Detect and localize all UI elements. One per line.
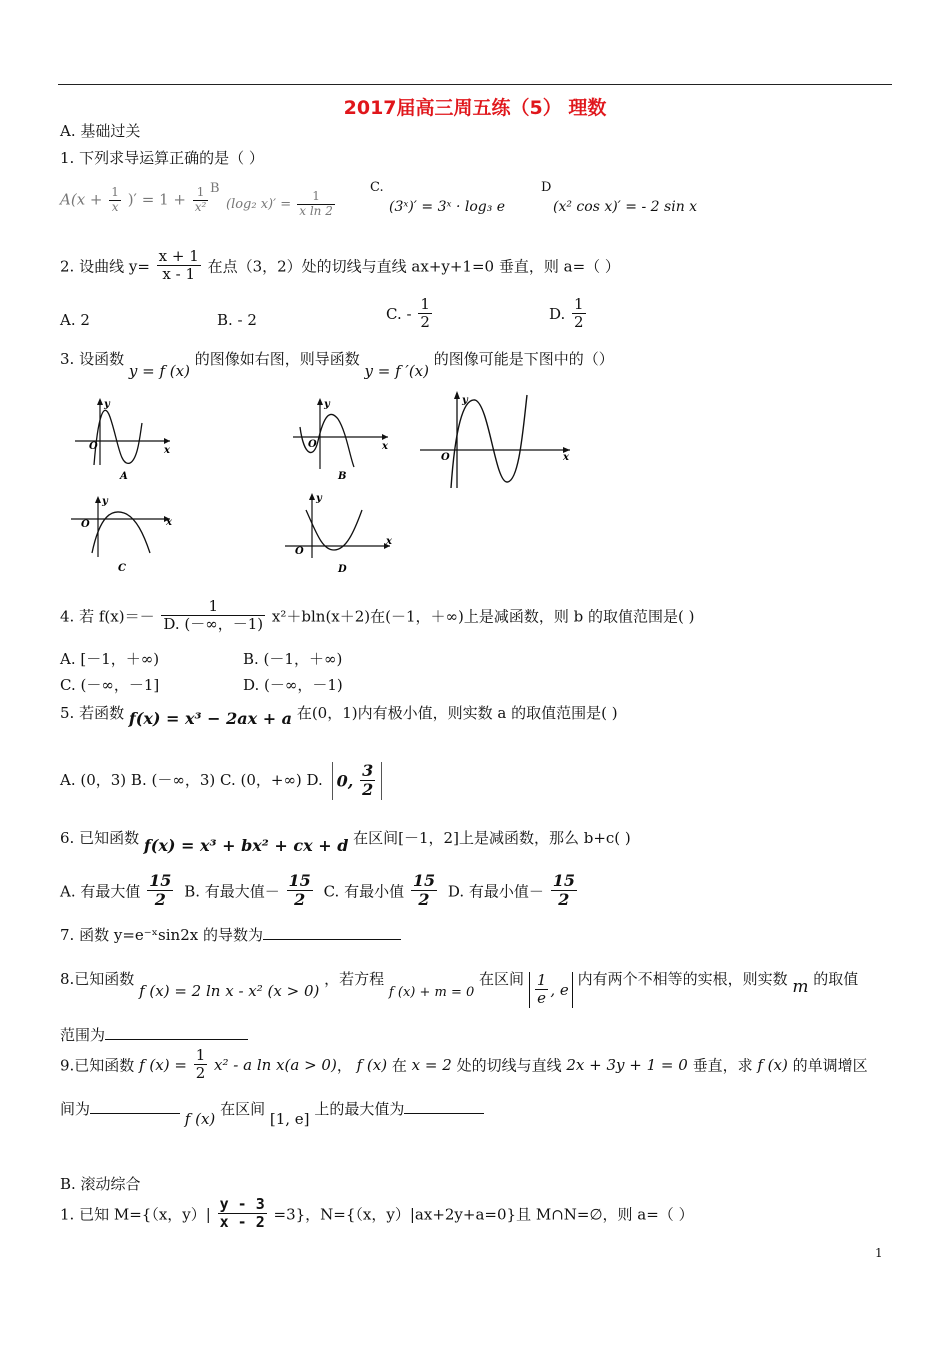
q9-blank-1 xyxy=(90,1098,180,1114)
q4-option-d: D. (－∞，－1) xyxy=(243,676,343,694)
reference-graph-x-label: x xyxy=(563,452,569,463)
q6-option-c: C. 有最小值 xyxy=(323,882,405,901)
graph-d-y-label: y xyxy=(316,493,322,504)
q1-stem: 1. 下列求导运算正确的是（ ） xyxy=(60,149,264,167)
graph-b-y-label: y xyxy=(324,399,330,410)
q2-option-a: A. 2 xyxy=(60,311,90,329)
q4-option-b: B. (－1，＋∞) xyxy=(243,650,343,668)
graph-c-origin: O xyxy=(81,519,90,530)
graph-a-origin: O xyxy=(89,441,98,452)
q6-stem: 6. 已知函数 f(x) = x³ + bx² + cx + d 在区间[－1，2]上是减函数，那么 b+c( ) xyxy=(60,829,631,855)
graph-b-label: B xyxy=(338,471,347,482)
q2-stem: 2. 设曲线 y= $\frac{x + 1}{x - 1}$ 在点（3，2）处的切线与直线 ax+y+1=0 垂直，则 a=（ ） xyxy=(60,247,620,284)
reference-graph-origin: O xyxy=(441,452,450,463)
graph-b xyxy=(288,397,398,487)
q4-option-a: A. [－1，＋∞) xyxy=(60,650,160,668)
q6-option-a: A. 有最大值 xyxy=(60,882,141,901)
q1-option-d-label: D xyxy=(541,180,552,195)
reference-graph xyxy=(415,390,575,490)
graph-a xyxy=(70,395,180,485)
q6-option-d: D. 有最小值－ xyxy=(447,882,544,901)
q5-stem: 5. 若函数 f(x) = x³ − 2ax + a 在(0，1)内有极小值，则实数 a 的取值范围是( ) xyxy=(60,704,618,728)
q9-blank-2 xyxy=(404,1098,484,1114)
graph-a-x-label: x xyxy=(164,445,170,456)
graph-a-y-label: y xyxy=(104,399,110,410)
reference-graph-y-label: y xyxy=(462,395,468,406)
q7-answer-blank xyxy=(263,924,401,940)
graph-d-x-label: x xyxy=(386,536,392,547)
page-title: 2017届高三周五练（5） 理数 xyxy=(343,97,607,119)
q4-stem: 4. 若 f(x)＝－ $\frac{1}{D. (-\infty,-1)}$ x²＋bln(x＋2)在(－1，＋∞)上是减函数，则 b 的取值范围是( ) xyxy=(60,597,695,634)
graph-c-x-label: x xyxy=(166,517,172,528)
graph-d-origin: O xyxy=(295,546,304,557)
q2-option-b: B. - 2 xyxy=(217,311,257,329)
section-b-heading: B. 滚动综合 xyxy=(60,1175,141,1193)
section-a-heading: A. 基础过关 xyxy=(60,122,141,140)
b1-stem: 1. 已知 M={（x，y）| $\frac{y - 3}{x - 2}$ =3}，N={（x，y）|ax+2y+a=0}且 M∩N=∅，则 a=（ ） xyxy=(60,1195,694,1232)
q2-option-c: C. - $\frac{1}{2}$ xyxy=(386,295,430,332)
q1-option-b-label: B xyxy=(210,181,220,196)
q3-stem: 3. 设函数 y = f (x) 的图像如右图，则导函数 y = f ′(x) 的图像可能是下图中的（） xyxy=(60,350,614,380)
graph-b-origin: O xyxy=(308,439,317,450)
graph-c xyxy=(68,495,183,575)
q6-option-b: B. 有最大值－ xyxy=(184,882,280,901)
graph-d-label: D xyxy=(338,564,347,575)
q1-option-b: (log₂ x)′ = $\frac{1}{\text{x ln 2}}$ xyxy=(226,189,333,218)
q5-options: A. (0，3) B. (－∞，3) C. (0，+∞) D. 0, $\frac{3}{2}$ xyxy=(60,762,382,800)
graph-c-label: C xyxy=(118,563,126,574)
graph-c-y-label: y xyxy=(102,496,108,507)
graph-b-x-label: x xyxy=(382,441,388,452)
q1-option-c: (3ˣ)′ = 3ˣ · log₃ e xyxy=(389,199,506,215)
page-number: 1 xyxy=(875,1246,883,1260)
q8-line2: 范围为 xyxy=(60,1024,248,1045)
q1-option-d: (x² cos x)′ = - 2 sin x xyxy=(553,199,698,215)
q9-line2: 间为 f (x) 在区间 [1, e] 上的最大值为 xyxy=(60,1098,484,1119)
q9-stem: 9.已知函数 f (x) = $\frac{1}{2}$ x² - a ln x(a > 0)， f (x) 在 x = 2 处的切线与直线 2x + 3y + 1 = 0 垂直，求 f (x) 的单调增区 xyxy=(60,1046,868,1083)
q4-option-c: C. (－∞，－1] xyxy=(60,676,160,694)
q1-option-c-label: C. xyxy=(370,180,384,195)
q8-stem: 8.已知函数 f (x) = 2 ln x - x² (x > 0) ，若方程 f (x) + m = 0 在区间 $\frac{1}{e}$ , e 内有两个不相等的实根，则实数 m 的取值 xyxy=(60,969,859,1008)
q2-option-d: D. $\frac{1}{2}$ xyxy=(549,295,584,332)
q1-option-a: A(x + $\frac{1}{x}$ )′ = 1 + $\frac{1}{\text{x²}}$ xyxy=(60,185,207,214)
q8-answer-blank xyxy=(105,1024,248,1040)
header-rule xyxy=(58,84,892,85)
q6-options: A. 有最大值 $\frac{15}{2}$ B. 有最大值－ $\frac{15}{2}$ C. 有最小值 $\frac{15}{2}$ D. 有最小值－ $\frac{15}{2}$ xyxy=(60,871,575,910)
graph-d xyxy=(282,492,397,577)
graph-a-label: A xyxy=(120,471,128,482)
q7-stem: 7. 函数 y=e⁻ˣsin2x 的导数为 xyxy=(60,924,401,945)
